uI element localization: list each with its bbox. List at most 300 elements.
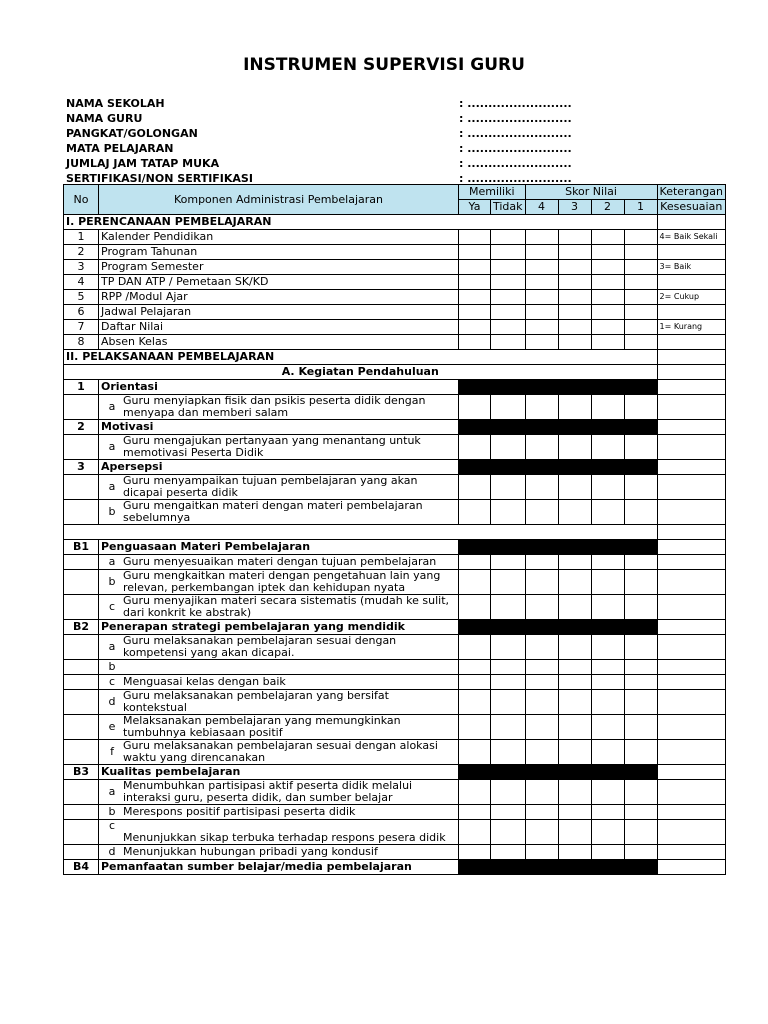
cell-score-3[interactable]	[558, 305, 591, 320]
cell-score-3[interactable]	[558, 570, 591, 595]
cell-score-4[interactable]	[525, 320, 558, 335]
cell-score-1[interactable]	[624, 395, 657, 420]
item-text: Guru menyampaikan tujuan pembelajaran yang akan dicapai peserta didik	[123, 474, 418, 499]
cell-score-2[interactable]	[591, 845, 624, 860]
cell-score-3[interactable]	[558, 660, 591, 675]
cell-score-1[interactable]	[624, 740, 657, 765]
empty-no-cell	[64, 395, 99, 420]
cell-score-2[interactable]	[591, 675, 624, 690]
section-pelaksanaan-title: II. PELAKSANAAN PEMBELAJARAN	[64, 350, 658, 365]
legend-cukup: 2= Cukup	[657, 290, 725, 305]
cell-score-2[interactable]	[591, 320, 624, 335]
cell-score-2[interactable]	[591, 245, 624, 260]
cell-score-4[interactable]	[525, 805, 558, 820]
item-letter: d	[108, 845, 116, 858]
table-row	[64, 635, 726, 660]
table-row	[64, 690, 726, 715]
info-row-subject	[66, 141, 626, 156]
cell-tidak[interactable]	[491, 595, 526, 620]
empty-cell	[657, 690, 725, 715]
cell-ya[interactable]	[459, 500, 491, 525]
table-row	[64, 230, 726, 245]
cell-score-3[interactable]	[558, 845, 591, 860]
row-item	[99, 805, 459, 820]
row-item	[99, 570, 459, 595]
keterangan-cell	[657, 275, 725, 290]
cell-ya[interactable]	[459, 635, 491, 660]
cell-score-1[interactable]	[624, 260, 657, 275]
cell-score-4[interactable]	[525, 715, 558, 740]
cell-ya[interactable]	[459, 320, 491, 335]
cell-ya[interactable]	[459, 335, 491, 350]
item-letter: f	[110, 745, 114, 758]
cell-ya[interactable]	[459, 595, 491, 620]
cell-score-3[interactable]	[558, 275, 591, 290]
cell-tidak[interactable]	[491, 475, 526, 500]
info-label: SERTIFIKASI/NON SERTIFIKASI	[66, 172, 253, 185]
empty-cell	[657, 660, 725, 675]
cell-score-2[interactable]	[591, 435, 624, 460]
blackout-cell	[459, 765, 658, 780]
empty-cell	[657, 595, 725, 620]
blackout-cell	[459, 460, 658, 475]
cell-score-1[interactable]	[624, 595, 657, 620]
cell-score-4[interactable]	[525, 555, 558, 570]
cell-tidak[interactable]	[491, 275, 526, 290]
cell-score-3[interactable]	[558, 555, 591, 570]
cell-score-3[interactable]	[558, 320, 591, 335]
group-label: Penguasaan Materi Pembelajaran	[99, 540, 459, 555]
table-row	[64, 275, 726, 290]
empty-no-cell	[64, 805, 99, 820]
cell-score-4[interactable]	[525, 740, 558, 765]
empty-cell	[657, 820, 725, 845]
header-tidak: Tidak	[491, 200, 526, 215]
cell-ya[interactable]	[459, 805, 491, 820]
row-item	[99, 690, 459, 715]
row-no: 7	[64, 320, 99, 335]
cell-score-4[interactable]	[525, 690, 558, 715]
row-no: 1	[64, 380, 99, 395]
cell-score-2[interactable]	[591, 475, 624, 500]
cell-score-1[interactable]	[624, 230, 657, 245]
legend-baik: 3= Baik	[657, 260, 725, 275]
row-no: 4	[64, 275, 99, 290]
cell-score-1[interactable]	[624, 500, 657, 525]
cell-score-3[interactable]	[558, 675, 591, 690]
item-text: Guru mengajukan pertanyaan yang menantang untuk memotivasi Peserta Didik	[123, 434, 421, 459]
cell-tidak[interactable]	[491, 260, 526, 275]
table-row	[64, 570, 726, 595]
info-row-rank	[66, 126, 626, 141]
cell-score-4[interactable]	[525, 395, 558, 420]
table-row	[64, 820, 726, 845]
cell-score-1[interactable]	[624, 715, 657, 740]
cell-score-4[interactable]	[525, 435, 558, 460]
cell-tidak[interactable]	[491, 805, 526, 820]
item-letter: b	[108, 805, 116, 818]
cell-score-2[interactable]	[591, 820, 624, 845]
cell-score-1[interactable]	[624, 335, 657, 350]
cell-score-2[interactable]	[591, 570, 624, 595]
empty-cell	[657, 420, 725, 435]
row-item	[99, 740, 459, 765]
table-row	[64, 780, 726, 805]
cell-score-2[interactable]	[591, 805, 624, 820]
table-row	[64, 475, 726, 500]
cell-score-3[interactable]	[558, 595, 591, 620]
keterangan-cell	[657, 350, 725, 365]
cell-score-2[interactable]	[591, 635, 624, 660]
cell-ya[interactable]	[459, 245, 491, 260]
cell-score-2[interactable]	[591, 555, 624, 570]
cell-ya[interactable]	[459, 435, 491, 460]
cell-score-4[interactable]	[525, 635, 558, 660]
header-score-4: 4	[525, 200, 558, 215]
empty-cell	[657, 395, 725, 420]
info-value: : .........................	[459, 127, 572, 140]
cell-score-1[interactable]	[624, 660, 657, 675]
cell-score-2[interactable]	[591, 740, 624, 765]
cell-score-4[interactable]	[525, 260, 558, 275]
cell-score-2[interactable]	[591, 500, 624, 525]
cell-ya[interactable]	[459, 820, 491, 845]
cell-score-2[interactable]	[591, 690, 624, 715]
cell-tidak[interactable]	[491, 570, 526, 595]
identity-info	[66, 96, 626, 186]
cell-score-4[interactable]	[525, 275, 558, 290]
cell-ya[interactable]	[459, 230, 491, 245]
cell-score-3[interactable]	[558, 245, 591, 260]
item-text: Merespons positif partisipasi peserta didik	[123, 805, 356, 818]
keterangan-cell	[657, 335, 725, 350]
cell-score-2[interactable]	[591, 780, 624, 805]
info-row-hours	[66, 156, 626, 171]
cell-score-2[interactable]	[591, 290, 624, 305]
cell-score-1[interactable]	[624, 635, 657, 660]
cell-score-1[interactable]	[624, 820, 657, 845]
cell-score-4[interactable]	[525, 820, 558, 845]
empty-cell	[657, 525, 725, 540]
empty-cell	[657, 675, 725, 690]
table-row	[64, 740, 726, 765]
cell-score-2[interactable]	[591, 595, 624, 620]
keterangan-cell	[657, 245, 725, 260]
empty-cell	[657, 500, 725, 525]
cell-score-2[interactable]	[591, 395, 624, 420]
cell-score-3[interactable]	[558, 780, 591, 805]
empty-no-cell	[64, 500, 99, 525]
cell-ya[interactable]	[459, 555, 491, 570]
item-letter: c	[108, 819, 116, 832]
row-no: B3	[64, 765, 99, 780]
table-row	[64, 675, 726, 690]
cell-score-1[interactable]	[624, 475, 657, 500]
cell-score-2[interactable]	[591, 260, 624, 275]
cell-tidak[interactable]	[491, 845, 526, 860]
row-label: Program Semester	[99, 260, 459, 275]
blackout-cell	[459, 860, 658, 875]
cell-tidak[interactable]	[491, 245, 526, 260]
cell-score-2[interactable]	[591, 305, 624, 320]
group-label: Pemanfaatan sumber belajar/media pembelajaran	[99, 860, 459, 875]
cell-score-3[interactable]	[558, 740, 591, 765]
group-label: Orientasi	[99, 380, 459, 395]
cell-tidak[interactable]	[491, 820, 526, 845]
row-item	[99, 820, 459, 845]
item-text: Melaksanakan pembelajaran yang memungkinkan tumbuhnya kebiasaan positif	[123, 714, 401, 739]
empty-no-cell	[64, 820, 99, 845]
table-row	[64, 395, 726, 420]
item-letter: a	[108, 555, 116, 568]
row-no: 5	[64, 290, 99, 305]
cell-tidak[interactable]	[491, 690, 526, 715]
item-text: Guru melaksanakan pembelajaran sesuai dengan alokasi waktu yang direncanakan	[123, 739, 438, 764]
row-item	[99, 675, 459, 690]
row-label: Absen Kelas	[99, 335, 459, 350]
cell-score-4[interactable]	[525, 570, 558, 595]
table-row	[64, 305, 726, 320]
header-komponen: Komponen Administrasi Pembelajaran	[99, 185, 459, 215]
header-score-2: 2	[591, 200, 624, 215]
item-letter: a	[108, 640, 116, 653]
row-item	[99, 780, 459, 805]
cell-ya[interactable]	[459, 570, 491, 595]
row-no: 1	[64, 230, 99, 245]
cell-tidak[interactable]	[491, 715, 526, 740]
spacer-row	[64, 525, 658, 540]
item-letter: a	[108, 480, 116, 493]
cell-ya[interactable]	[459, 715, 491, 740]
empty-cell	[657, 555, 725, 570]
empty-cell	[657, 570, 725, 595]
cell-score-1[interactable]	[624, 690, 657, 715]
item-text: Guru menyajikan materi secara sistematis (mudah ke sulit, dari konkrit ke abstrak)	[123, 594, 450, 619]
cell-tidak[interactable]	[491, 675, 526, 690]
cell-ya[interactable]	[459, 660, 491, 675]
cell-score-1[interactable]	[624, 780, 657, 805]
item-text: Guru menyiapkan fisik dan psikis peserta didik dengan menyapa dan memberi salam	[123, 394, 426, 419]
empty-cell	[657, 845, 725, 860]
row-item	[99, 395, 459, 420]
blackout-cell	[459, 380, 658, 395]
cell-score-2[interactable]	[591, 660, 624, 675]
table-row	[64, 805, 726, 820]
cell-score-1[interactable]	[624, 675, 657, 690]
cell-score-1[interactable]	[624, 305, 657, 320]
cell-tidak[interactable]	[491, 660, 526, 675]
group-label: Kualitas pembelajaran	[99, 765, 459, 780]
table-row	[64, 245, 726, 260]
item-letter: b	[108, 575, 116, 588]
item-letter: c	[108, 600, 116, 613]
empty-no-cell	[64, 555, 99, 570]
header-score-1: 1	[624, 200, 657, 215]
table-row	[64, 435, 726, 460]
cell-score-3[interactable]	[558, 820, 591, 845]
cell-ya[interactable]	[459, 675, 491, 690]
cell-tidak[interactable]	[491, 780, 526, 805]
cell-score-1[interactable]	[624, 320, 657, 335]
cell-score-4[interactable]	[525, 305, 558, 320]
cell-ya[interactable]	[459, 690, 491, 715]
cell-score-3[interactable]	[558, 715, 591, 740]
cell-score-3[interactable]	[558, 475, 591, 500]
empty-no-cell	[64, 675, 99, 690]
row-item	[99, 500, 459, 525]
empty-no-cell	[64, 595, 99, 620]
cell-tidak[interactable]	[491, 555, 526, 570]
row-item	[99, 595, 459, 620]
cell-score-3[interactable]	[558, 500, 591, 525]
row-no: B2	[64, 620, 99, 635]
cell-score-1[interactable]	[624, 245, 657, 260]
cell-score-4[interactable]	[525, 335, 558, 350]
cell-score-4[interactable]	[525, 290, 558, 305]
cell-score-4[interactable]	[525, 845, 558, 860]
header-skor: Skor Nilai	[525, 185, 657, 200]
cell-tidak[interactable]	[491, 635, 526, 660]
empty-cell	[657, 715, 725, 740]
table-row	[64, 845, 726, 860]
empty-cell	[657, 540, 725, 555]
cell-score-2[interactable]	[591, 335, 624, 350]
cell-tidak[interactable]	[491, 230, 526, 245]
info-label: NAMA SEKOLAH	[66, 97, 165, 110]
cell-score-4[interactable]	[525, 595, 558, 620]
keterangan-cell	[657, 215, 725, 230]
item-letter: b	[108, 505, 116, 518]
row-item	[99, 475, 459, 500]
cell-tidak[interactable]	[491, 500, 526, 525]
page-title: INSTRUMEN SUPERVISI GURU	[243, 55, 525, 75]
cell-score-4[interactable]	[525, 675, 558, 690]
cell-tidak[interactable]	[491, 740, 526, 765]
cell-score-4[interactable]	[525, 475, 558, 500]
subsection-pendahuluan-title: A. Kegiatan Pendahuluan	[64, 365, 658, 380]
table-row	[64, 290, 726, 305]
cell-score-4[interactable]	[525, 230, 558, 245]
info-row-teacher	[66, 111, 626, 126]
empty-no-cell	[64, 690, 99, 715]
row-no: B1	[64, 540, 99, 555]
header-keterangan: Keterangan	[657, 185, 725, 200]
empty-cell	[657, 365, 725, 380]
cell-tidak[interactable]	[491, 435, 526, 460]
empty-no-cell	[64, 845, 99, 860]
item-text: Menguasai kelas dengan baik	[123, 675, 286, 688]
row-label: Program Tahunan	[99, 245, 459, 260]
header-memiliki: Memiliki	[459, 185, 526, 200]
cell-score-4[interactable]	[525, 660, 558, 675]
legend-kurang: 1= Kurang	[657, 320, 725, 335]
item-letter: d	[108, 695, 116, 708]
empty-no-cell	[64, 715, 99, 740]
group-label: Motivasi	[99, 420, 459, 435]
cell-score-3[interactable]	[558, 230, 591, 245]
row-label: RPP /Modul Ajar	[99, 290, 459, 305]
cell-score-2[interactable]	[591, 230, 624, 245]
cell-ya[interactable]	[459, 260, 491, 275]
blackout-cell	[459, 420, 658, 435]
table-row	[64, 595, 726, 620]
cell-score-2[interactable]	[591, 275, 624, 290]
info-label: NAMA GURU	[66, 112, 143, 125]
cell-score-3[interactable]	[558, 635, 591, 660]
row-no: 2	[64, 245, 99, 260]
row-item	[99, 845, 459, 860]
cell-score-3[interactable]	[558, 395, 591, 420]
info-value: : .........................	[459, 112, 572, 125]
cell-score-4[interactable]	[525, 500, 558, 525]
cell-ya[interactable]	[459, 305, 491, 320]
header-no: No	[64, 185, 99, 215]
cell-score-3[interactable]	[558, 435, 591, 460]
table-row	[64, 260, 726, 275]
cell-score-1[interactable]	[624, 435, 657, 460]
cell-score-3[interactable]	[558, 805, 591, 820]
item-text: Menumbuhkan partisipasi aktif peserta didik melalui interaksi guru, peserta didik, dan sumber belajar	[123, 779, 413, 804]
table-row	[64, 555, 726, 570]
cell-score-1[interactable]	[624, 555, 657, 570]
row-item	[99, 715, 459, 740]
cell-score-3[interactable]	[558, 290, 591, 305]
cell-tidak[interactable]	[491, 335, 526, 350]
cell-score-1[interactable]	[624, 275, 657, 290]
cell-score-4[interactable]	[525, 780, 558, 805]
item-text: Guru menyesuaikan materi dengan tujuan pembelajaran	[123, 555, 437, 568]
table-row	[64, 660, 726, 675]
cell-ya[interactable]	[459, 475, 491, 500]
item-letter: a	[108, 400, 116, 413]
cell-tidak[interactable]	[491, 305, 526, 320]
cell-score-1[interactable]	[624, 845, 657, 860]
item-letter: b	[108, 660, 116, 673]
cell-score-4[interactable]	[525, 245, 558, 260]
row-label: TP DAN ATP / Pemetaan SK/KD	[99, 275, 459, 290]
cell-score-3[interactable]	[558, 690, 591, 715]
cell-ya[interactable]	[459, 275, 491, 290]
cell-ya[interactable]	[459, 290, 491, 305]
blackout-cell	[459, 620, 658, 635]
cell-score-1[interactable]	[624, 290, 657, 305]
cell-ya[interactable]	[459, 740, 491, 765]
empty-cell	[657, 435, 725, 460]
cell-ya[interactable]	[459, 780, 491, 805]
cell-score-1[interactable]	[624, 570, 657, 595]
cell-score-3[interactable]	[558, 335, 591, 350]
empty-cell	[657, 860, 725, 875]
cell-score-2[interactable]	[591, 715, 624, 740]
cell-score-1[interactable]	[624, 805, 657, 820]
keterangan-cell	[657, 305, 725, 320]
row-no: B4	[64, 860, 99, 875]
item-letter: e	[108, 720, 116, 733]
cell-tidak[interactable]	[491, 290, 526, 305]
item-text: Guru melaksanakan pembelajaran sesuai dengan kompetensi yang akan dicapai.	[123, 634, 397, 659]
cell-tidak[interactable]	[491, 320, 526, 335]
cell-ya[interactable]	[459, 845, 491, 860]
row-label: Kalender Pendidikan	[99, 230, 459, 245]
empty-cell	[657, 635, 725, 660]
empty-no-cell	[64, 635, 99, 660]
cell-ya[interactable]	[459, 395, 491, 420]
cell-tidak[interactable]	[491, 395, 526, 420]
row-label: Jadwal Pelajaran	[99, 305, 459, 320]
cell-score-3[interactable]	[558, 260, 591, 275]
empty-cell	[657, 620, 725, 635]
info-label: MATA PELAJARAN	[66, 142, 174, 155]
